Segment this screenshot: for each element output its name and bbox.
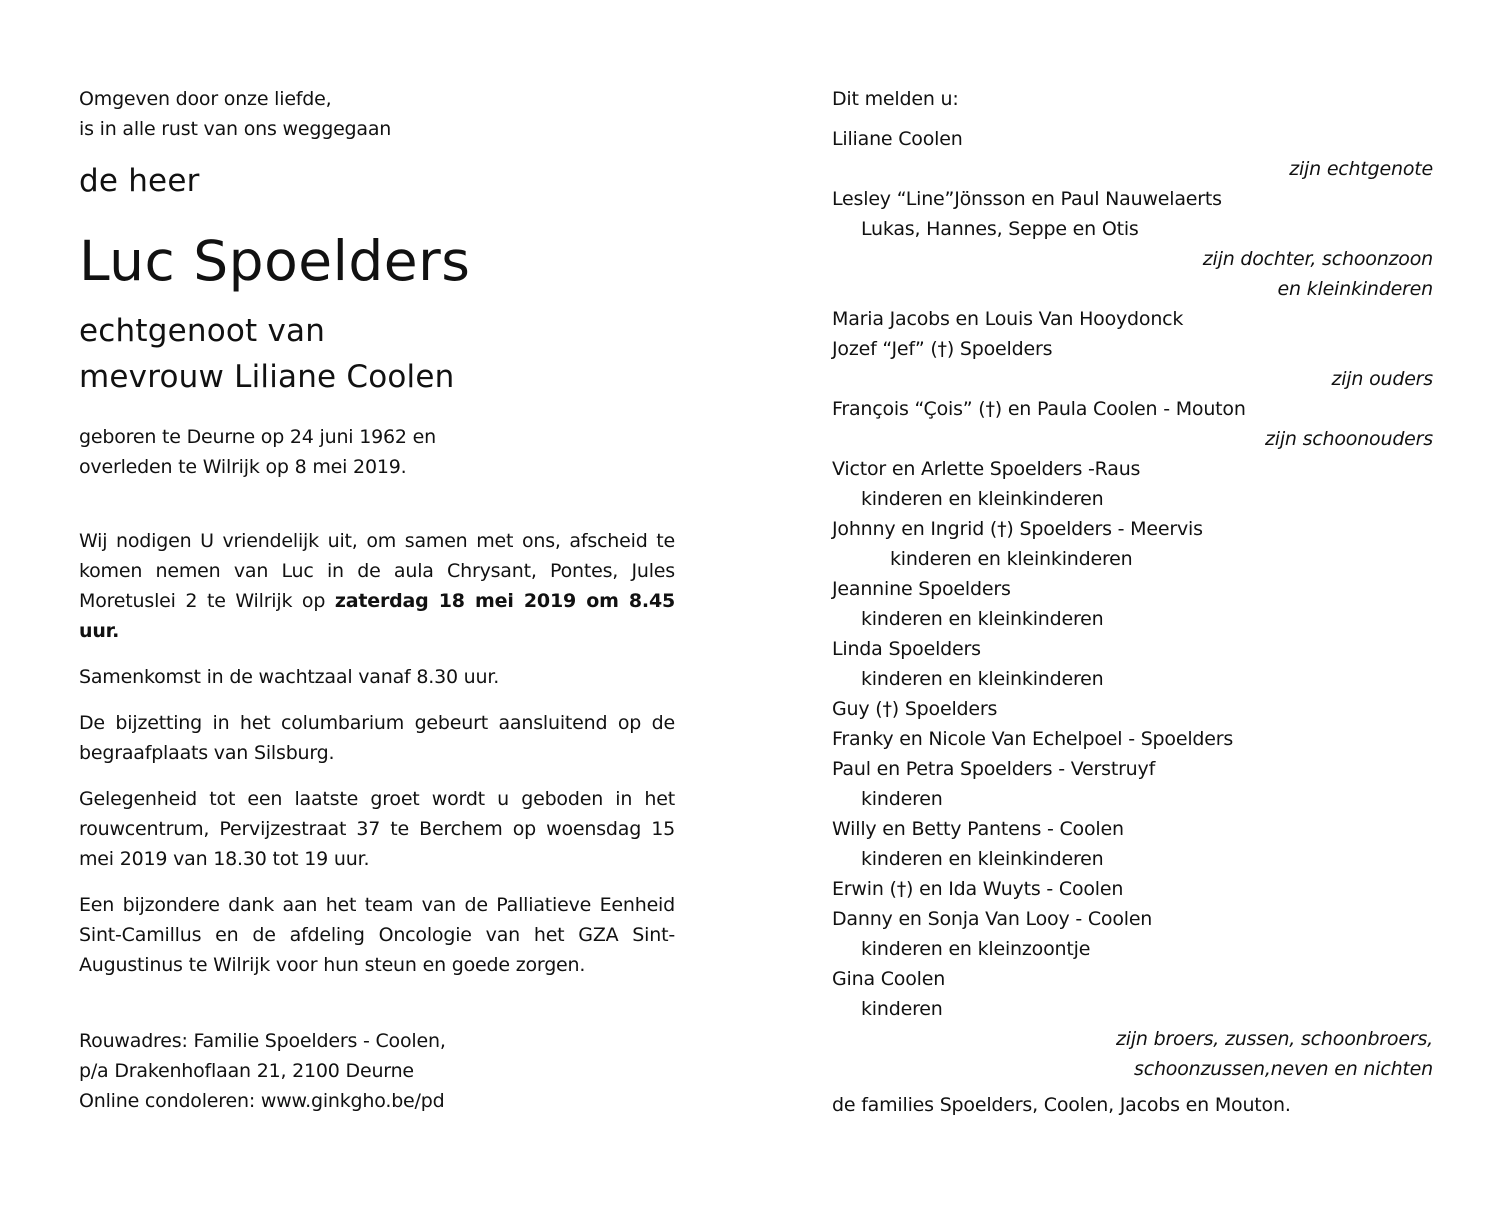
birth-line: geboren te Deurne op 24 juni 1962 en [79,426,436,448]
relation-label: schoonzussen,neven en nichten [1134,1058,1433,1080]
thanks-paragraph: Een bijzondere dank aan het team van de Palliatieve Eenheid Sint-Camillus en de afdeling Oncologie van het GZA Sint-Augustinus te Wilrijk voor hun steun en goede zorgen. [79,894,675,976]
deceased-name: Luc Spoelders [79,229,471,293]
gathering-paragraph: Samenkomst in de wachtzaal vanaf 8.30 uur. [79,666,500,688]
family-member-line: Jozef “Jef” (†) Spoelders [832,338,1053,360]
relation-label: zijn ouders [1331,368,1433,390]
descendants-line: kinderen [861,998,943,1020]
online-condolence-link[interactable]: Online condoleren: www.ginkgho.be/pd [79,1090,445,1112]
birth-death-dates [79,422,675,482]
family-member-line: François “Çois” (†) en Paula Coolen - Mouton [832,398,1246,420]
death-line: overleden te Wilrijk op 8 mei 2019. [79,456,407,478]
descendants-line: kinderen en kleinkinderen [861,848,1104,870]
honorific: de heer [79,163,200,199]
family-member-line: Guy (†) Spoelders [832,698,998,720]
family-member-line: Johnny en Ingrid (†) Spoelders - Meervis [832,518,1203,540]
right-column [832,84,1433,1120]
family-member-line: Gina Coolen [832,968,946,990]
address-line: p/a Drakenhoflaan 21, 2100 Deurne [79,1060,414,1082]
descendants-line: kinderen en kleinkinderen [861,668,1104,690]
family-member-line: Paul en Petra Spoelders - Verstruyf [832,758,1156,780]
descendants-line: kinderen en kleinzoontje [861,938,1091,960]
relation-label: zijn broers, zussen, schoonbroers, [1115,1028,1433,1050]
family-member-line: Franky en Nicole Van Echelpoel - Spoelders [832,728,1234,750]
relation-label: zijn echtgenote [1289,158,1433,180]
relation-label: zijn dochter, schoonzoon [1202,248,1433,270]
descendants-line: kinderen en kleinkinderen [861,488,1104,510]
descendants-line: kinderen en kleinkinderen [890,548,1133,570]
viewing-paragraph: Gelegenheid tot een laatste groet wordt u geboden in het rouwcentrum, Pervijzestraat 37 te Berchem op woensdag 15 mei 2019 van 18.30 tot 19 uur. [79,788,675,870]
family-member-line: Jeannine Spoelders [832,578,1011,600]
announcement-heading: Dit melden u: [832,88,959,110]
spouse-line: mevrouw Liliane Coolen [79,359,455,395]
families-closing: de families Spoelders, Coolen, Jacobs en Mouton. [832,1094,1291,1116]
address-line: Rouwadres: Familie Spoelders - Coolen, [79,1030,446,1052]
left-column [79,84,675,1116]
invitation-date-time: zaterdag 18 mei 2019 om 8.45 uur. [79,590,675,642]
interment-paragraph: De bijzetting in het columbarium gebeurt aansluitend op de begraafplaats van Silsburg. [79,712,675,764]
intro-line: is in alle rust van ons weggegaan [79,118,392,140]
family-member-line: Danny en Sonja Van Looy - Coolen [832,908,1153,930]
relation-label: zijn schoonouders [1264,428,1433,450]
relation-label: en kleinkinderen [1277,278,1433,300]
descendants-line: Lukas, Hannes, Seppe en Otis [861,218,1139,240]
spouse-line: echtgenoot van [79,313,326,349]
intro-line: Omgeven door onze liefde, [79,88,332,110]
descendants-line: kinderen en kleinkinderen [861,608,1104,630]
family-member-line: Willy en Betty Pantens - Coolen [832,818,1124,840]
family-member-line: Lesley “Line”Jönsson en Paul Nauwelaerts [832,188,1222,210]
family-member-line: Maria Jacobs en Louis Van Hooydonck [832,308,1184,330]
family-member-line: Linda Spoelders [832,638,981,660]
family-member-line: Victor en Arlette Spoelders -Raus [832,458,1141,480]
family-member-line: Liliane Coolen [832,128,963,150]
mourning-address [79,1026,675,1116]
descendants-line: kinderen [861,788,943,810]
family-member-line: Erwin (†) en Ida Wuyts - Coolen [832,878,1124,900]
invitation-paragraph [79,526,675,646]
invitation-text: Wij nodigen U vriendelijk uit, om samen met ons, afscheid te komen nemen van Luc in de aula Chrysant, Pontes, Jules Moretuslei 2 te Wilrijk op [79,530,675,612]
family-list [832,124,1433,1084]
